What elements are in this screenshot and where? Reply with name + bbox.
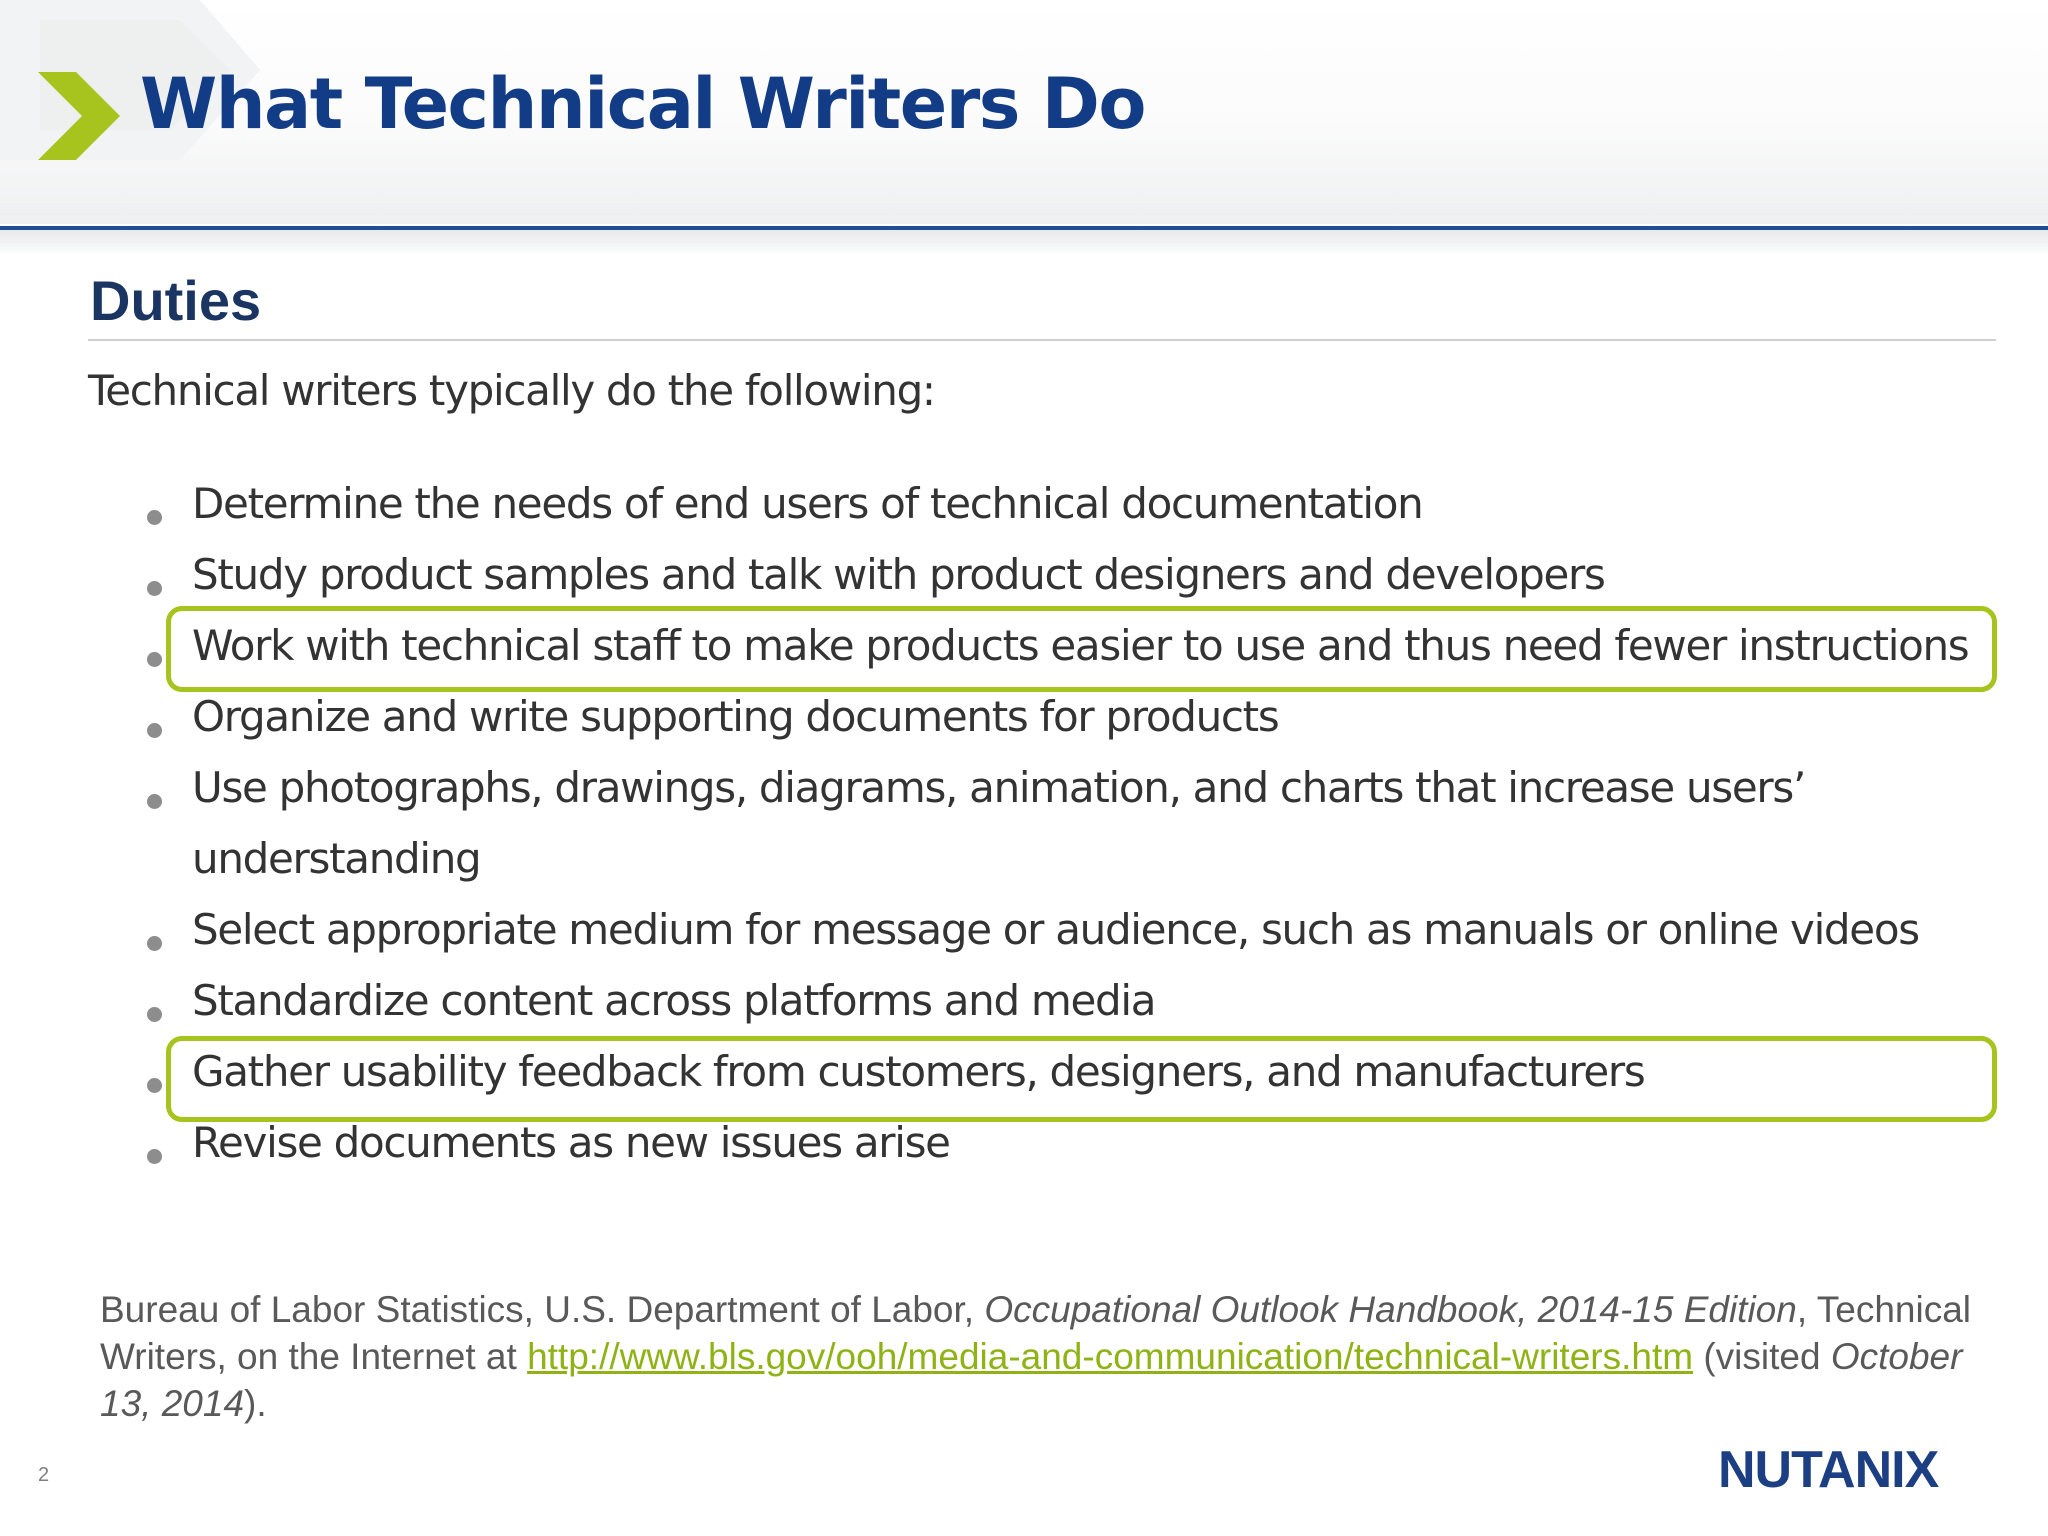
duty-item	[0, 689, 2048, 749]
chevron-right-icon	[38, 72, 120, 160]
duties-heading: Duties	[90, 269, 262, 332]
highlight-box	[166, 1036, 1997, 1122]
duty-text: Revise documents as new issues arise	[192, 1118, 950, 1167]
highlight-box	[166, 606, 1997, 692]
duty-item	[0, 902, 2048, 962]
duty-text-continuation: understanding	[192, 834, 481, 883]
citation-date: October 13, 2014	[100, 1336, 1963, 1424]
citation-link[interactable]: http://www.bls.gov/ooh/media-and-communication/technical-writers.htm	[527, 1336, 1694, 1377]
duty-text: Organize and write supporting documents for products	[192, 692, 1279, 741]
bullet-icon	[147, 1149, 162, 1164]
duties-divider	[88, 339, 1996, 341]
citation-source-title: Occupational Outlook Handbook, 2014-15 Edition	[984, 1289, 1797, 1330]
bullet-icon	[147, 1007, 162, 1022]
duty-item	[0, 1115, 2048, 1175]
bullet-icon	[147, 581, 162, 596]
bullet-icon	[147, 936, 162, 951]
duty-text: Standardize content across platforms and media	[192, 976, 1156, 1025]
duty-text: Work with technical staff to make products easier to use and thus need fewer instructions	[192, 621, 1969, 670]
duty-text: Gather usability feedback from customers, designers, and manufacturers	[192, 1047, 1645, 1096]
duties-intro: Technical writers typically do the following:	[88, 366, 935, 415]
page-number: 2	[38, 1464, 50, 1486]
nutanix-logo: NUTANIX	[1718, 1441, 1939, 1499]
slide-title: What Technical Writers Do	[140, 63, 1145, 145]
duty-text: Select appropriate medium for message or audience, such as manuals or online videos	[192, 905, 1919, 954]
duty-item-continuation	[0, 831, 2048, 891]
citation	[100, 1286, 2000, 1427]
duty-item	[0, 760, 2048, 820]
bullet-icon	[147, 652, 162, 667]
header-divider-shadow	[0, 230, 2048, 256]
bullet-icon	[147, 723, 162, 738]
bullet-icon	[147, 510, 162, 525]
duty-item	[0, 547, 2048, 607]
duty-text: Study product samples and talk with product designers and developers	[192, 550, 1605, 599]
duty-text: Determine the needs of end users of technical documentation	[192, 479, 1423, 528]
duty-item	[0, 476, 2048, 536]
citation-text: Bureau of Labor Statistics, U.S. Department of Labor,	[100, 1289, 985, 1330]
duty-item	[0, 973, 2048, 1033]
citation-text: ).	[244, 1383, 267, 1424]
bullet-icon	[147, 794, 162, 809]
duty-text: Use photographs, drawings, diagrams, animation, and charts that increase users’	[192, 763, 1806, 812]
citation-text: , Technical Writers, on the Internet at	[100, 1289, 1971, 1377]
bullet-icon	[147, 1078, 162, 1093]
citation-text: (visited	[1693, 1336, 1831, 1377]
